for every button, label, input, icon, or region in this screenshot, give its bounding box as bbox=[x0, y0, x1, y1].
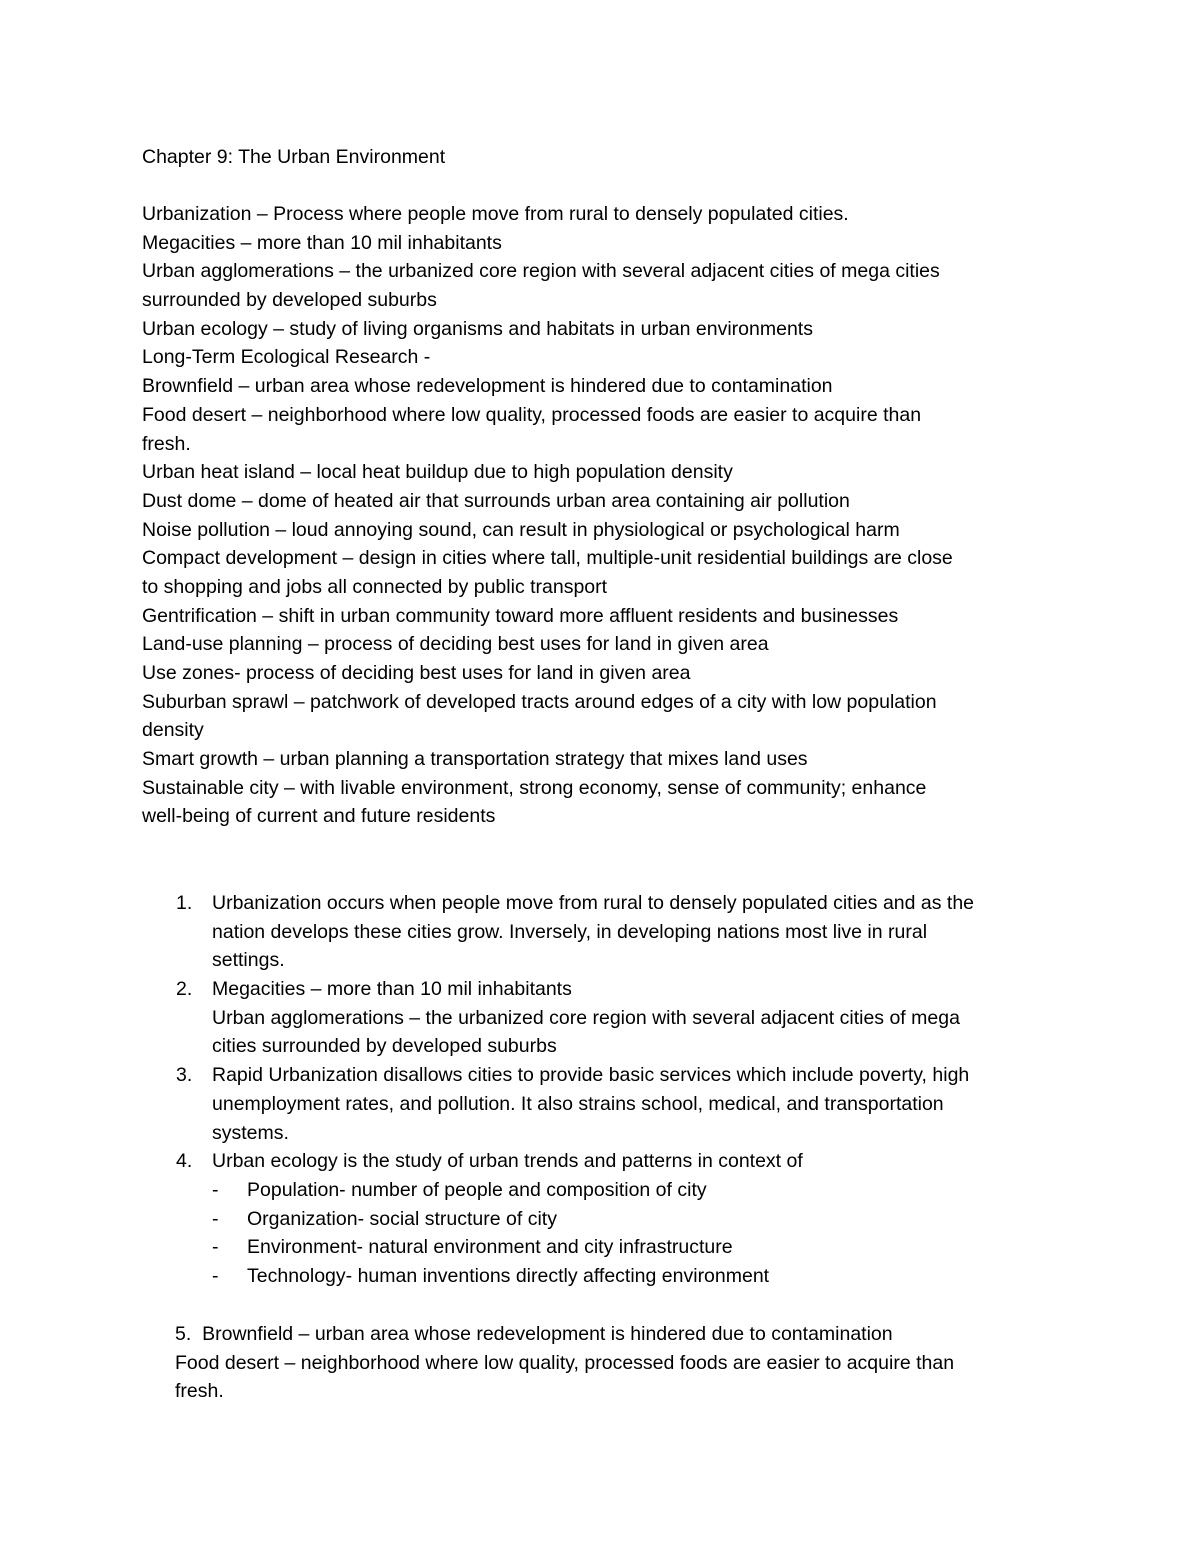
glossary-line: to shopping and jobs all connected by public transport bbox=[142, 575, 608, 598]
list-item bbox=[142, 975, 1142, 1061]
dash-bullet: - bbox=[212, 1264, 219, 1287]
list-item-line: Urban agglomerations – the urbanized core region with several adjacent cities of mega bbox=[212, 1006, 960, 1029]
glossary-line: surrounded by developed suburbs bbox=[142, 289, 437, 312]
list-item-line: cities surrounded by developed suburbs bbox=[212, 1035, 557, 1058]
glossary-line: Food desert – neighborhood where low quality, processed foods are easier to acquire than bbox=[142, 403, 922, 426]
glossary-line: Urban ecology – study of living organisms and habitats in urban environments bbox=[142, 317, 813, 340]
glossary-line: Noise pollution – loud annoying sound, can result in physiological or psychological harm bbox=[142, 518, 900, 541]
sub-list-item bbox=[212, 1176, 1142, 1205]
glossary-line: Megacities – more than 10 mil inhabitants bbox=[142, 231, 502, 254]
glossary-line: Suburban sprawl – patchwork of developed tracts around edges of a city with low population bbox=[142, 690, 937, 713]
list-item-line: Urbanization occurs when people move from rural to densely populated cities and as the bbox=[212, 892, 975, 914]
sub-list-text: Population- number of people and composition of city bbox=[247, 1178, 707, 1201]
glossary-line: Gentrification – shift in urban community toward more affluent residents and businesses bbox=[142, 604, 899, 627]
sub-list-item bbox=[212, 1205, 1142, 1234]
list-number: 1. bbox=[176, 892, 193, 914]
glossary-line: Smart growth – urban planning a transportation strategy that mixes land uses bbox=[142, 748, 808, 771]
glossary bbox=[142, 200, 1142, 831]
list-item-line: Rapid Urbanization disallows cities to provide basic services which include poverty, high bbox=[212, 1064, 970, 1087]
glossary-line: Urban agglomerations – the urbanized core region with several adjacent cities of mega cities bbox=[142, 260, 940, 283]
glossary-line: density bbox=[142, 719, 204, 742]
list-number: 2. bbox=[176, 978, 193, 1001]
list-item bbox=[142, 1061, 1142, 1147]
dash-bullet: - bbox=[212, 1207, 219, 1230]
glossary-line: Urban heat island – local heat buildup due to high population density bbox=[142, 461, 733, 484]
list-item-line: systems. bbox=[212, 1121, 289, 1144]
page-title: Chapter 9: The Urban Environment bbox=[142, 146, 446, 168]
list-number: 4. bbox=[176, 1150, 193, 1173]
dash-bullet: - bbox=[212, 1178, 219, 1201]
list-item-line: unemployment rates, and pollution. It also strains school, medical, and transportation bbox=[212, 1092, 944, 1115]
numbered-list bbox=[142, 889, 1142, 1291]
glossary-line: well-being of current and future residents bbox=[142, 805, 496, 828]
glossary-line: Dust dome – dome of heated air that surrounds urban area containing air pollution bbox=[142, 489, 850, 512]
list-item-line: Megacities – more than 10 mil inhabitants bbox=[212, 978, 572, 1001]
glossary-line: Urbanization – Process where people move from rural to densely populated cities. bbox=[142, 203, 849, 225]
glossary-line: Sustainable city – with livable environment, strong economy, sense of community; enhance bbox=[142, 776, 927, 799]
dash-bullet: - bbox=[212, 1236, 219, 1259]
list-item-line: settings. bbox=[212, 949, 285, 972]
glossary-line: Long-Term Ecological Research - bbox=[142, 346, 431, 369]
list-item bbox=[142, 889, 1142, 975]
list-number: 3. bbox=[176, 1064, 193, 1087]
list-item-line: Urban ecology is the study of urban trends and patterns in context of bbox=[212, 1150, 803, 1173]
list-item bbox=[142, 1147, 1142, 1290]
closing-paragraph bbox=[175, 1320, 1155, 1406]
paragraph-line: Food desert – neighborhood where low quality, processed foods are easier to acquire than bbox=[175, 1351, 955, 1374]
glossary-line: Land-use planning – process of deciding best uses for land in given area bbox=[142, 633, 769, 656]
glossary-line: Compact development – design in cities where tall, multiple-unit residential buildings are close bbox=[142, 547, 953, 570]
sub-list-text: Technology- human inventions directly affecting environment bbox=[247, 1264, 770, 1287]
paragraph-line: fresh. bbox=[175, 1380, 224, 1403]
glossary-line: fresh. bbox=[142, 432, 191, 455]
sub-list-text: Organization- social structure of city bbox=[247, 1207, 557, 1230]
sub-list-item bbox=[212, 1262, 1142, 1291]
sub-list-item bbox=[212, 1233, 1142, 1262]
paragraph-line: 5. Brownfield – urban area whose redevelopment is hindered due to contamination bbox=[175, 1323, 893, 1345]
glossary-line: Brownfield – urban area whose redevelopment is hindered due to contamination bbox=[142, 375, 833, 398]
list-item-line: nation develops these cities grow. Inversely, in developing nations most live in rural bbox=[212, 920, 928, 943]
glossary-line: Use zones- process of deciding best uses for land in given area bbox=[142, 662, 691, 684]
sub-list-text: Environment- natural environment and city infrastructure bbox=[247, 1236, 733, 1259]
